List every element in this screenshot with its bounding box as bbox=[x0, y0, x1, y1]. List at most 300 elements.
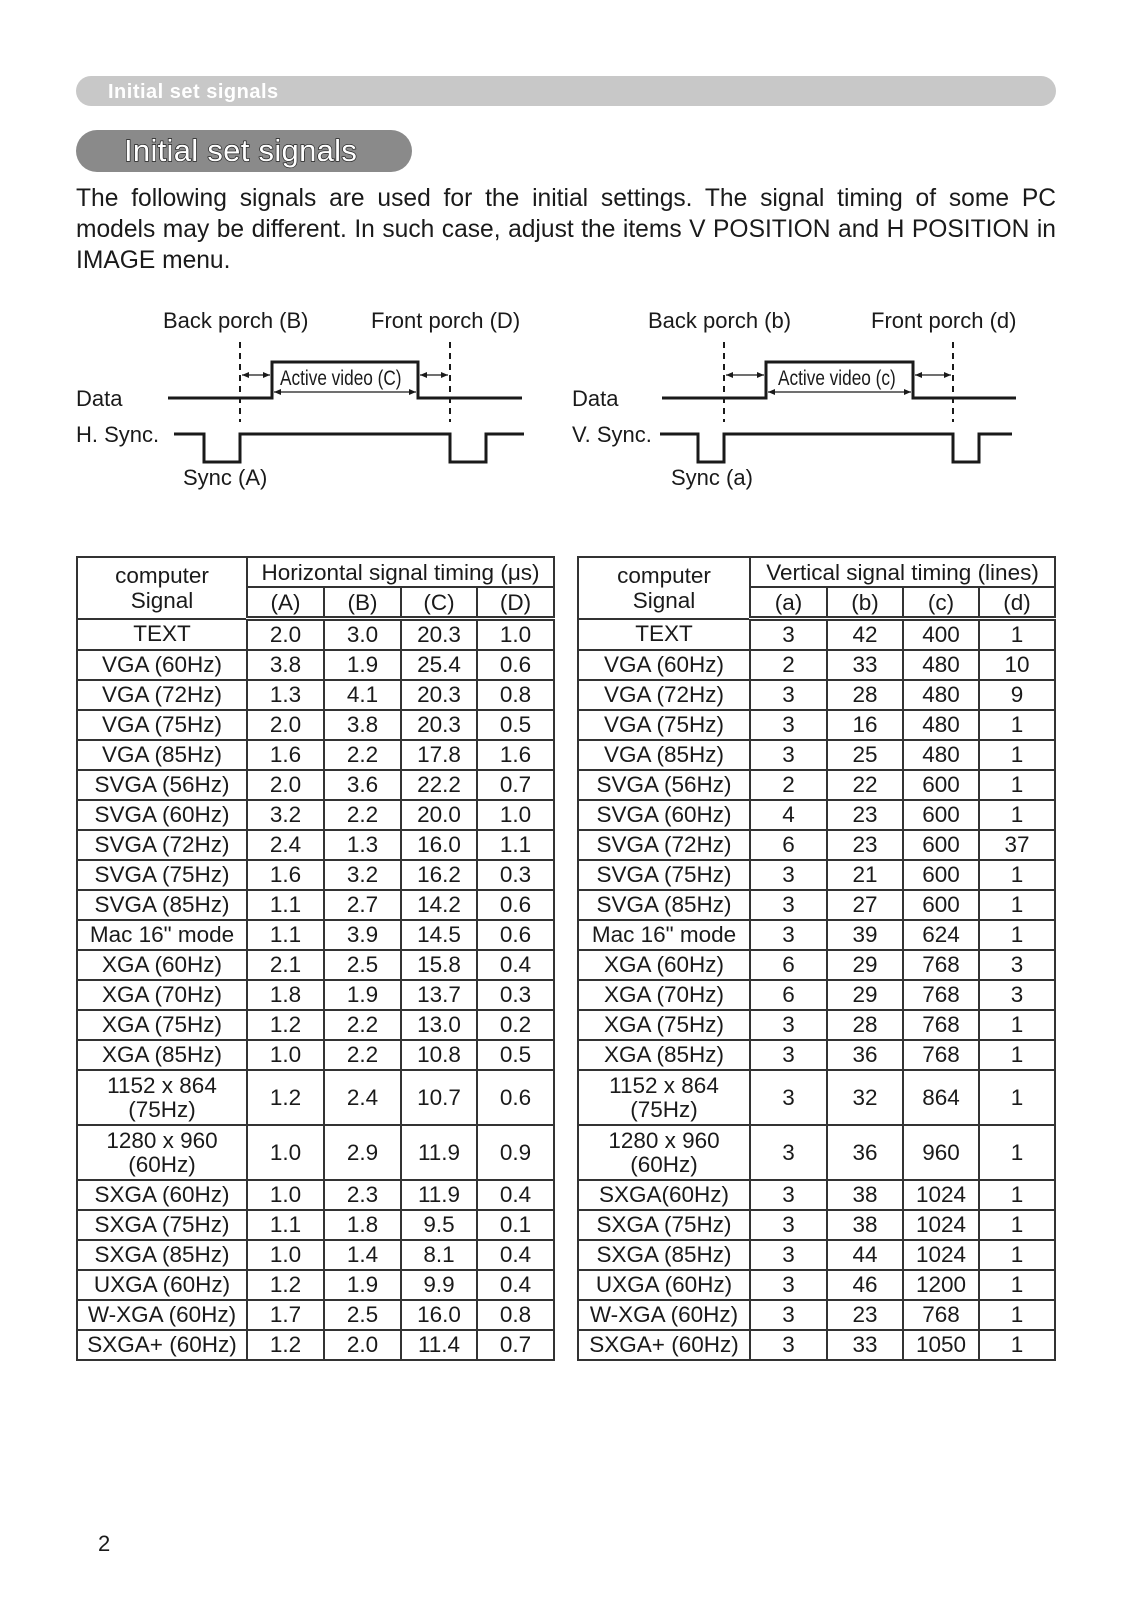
signal-name-cell: 1280 x 960 (60Hz) bbox=[578, 1125, 750, 1180]
table-row bbox=[77, 830, 554, 860]
timing-value-cell: 29 bbox=[827, 950, 903, 980]
signal-name-cell: XGA (85Hz) bbox=[578, 1040, 750, 1070]
timing-value-cell: 25.4 bbox=[401, 650, 477, 680]
timing-value-cell: 4 bbox=[750, 800, 827, 830]
table-row bbox=[77, 1270, 554, 1300]
active-video-label: Active video (C) bbox=[280, 367, 402, 390]
table-row bbox=[77, 650, 554, 680]
timing-value-cell: 1.0 bbox=[247, 1040, 324, 1070]
timing-value-cell: 768 bbox=[903, 1010, 979, 1040]
data-line-label: Data bbox=[572, 386, 619, 411]
data-line-label: Data bbox=[76, 386, 123, 411]
intro-paragraph: The following signals are used for the initial settings. The signal timing of some PC models may be different. In such case, adjust the items V POSITION and H POSITION in IMAGE menu. bbox=[76, 185, 1056, 274]
timing-value-cell: 1.0 bbox=[247, 1240, 324, 1270]
timing-value-cell: 44 bbox=[827, 1240, 903, 1270]
signal-name-cell: SXGA+ (60Hz) bbox=[578, 1330, 750, 1360]
signal-name-cell: UXGA (60Hz) bbox=[77, 1270, 247, 1300]
timing-value-cell: 1 bbox=[979, 800, 1055, 830]
signal-name-cell: 1280 x 960 (60Hz) bbox=[77, 1125, 247, 1180]
table-row bbox=[578, 950, 1055, 980]
table-row bbox=[77, 1240, 554, 1270]
signal-name-cell: SXGA (75Hz) bbox=[77, 1210, 247, 1240]
signal-name-cell: VGA (75Hz) bbox=[578, 710, 750, 740]
timing-value-cell: 0.9 bbox=[477, 1125, 554, 1180]
table-row bbox=[578, 619, 1055, 651]
timing-value-cell: 768 bbox=[903, 1040, 979, 1070]
column-header: (d) bbox=[979, 587, 1055, 619]
timing-value-cell: 1 bbox=[979, 1180, 1055, 1210]
timing-value-cell: 3 bbox=[750, 890, 827, 920]
column-header: (c) bbox=[903, 587, 979, 619]
signal-name-cell: SVGA (56Hz) bbox=[578, 770, 750, 800]
sync-width-label: Sync (a) bbox=[671, 465, 753, 490]
timing-value-cell: 1.3 bbox=[247, 680, 324, 710]
signal-name-cell: SVGA (85Hz) bbox=[77, 890, 247, 920]
timing-value-cell: 0.6 bbox=[477, 920, 554, 950]
timing-value-cell: 1 bbox=[979, 1125, 1055, 1180]
signal-name-cell: VGA (60Hz) bbox=[77, 650, 247, 680]
timing-value-cell: 0.3 bbox=[477, 860, 554, 890]
timing-value-cell: 23 bbox=[827, 800, 903, 830]
signal-column-header: computer Signal bbox=[578, 557, 750, 619]
timing-value-cell: 1 bbox=[979, 1010, 1055, 1040]
timing-value-cell: 0.6 bbox=[477, 650, 554, 680]
timing-value-cell: 22 bbox=[827, 770, 903, 800]
table-row bbox=[578, 1180, 1055, 1210]
signal-name-cell: VGA (85Hz) bbox=[578, 740, 750, 770]
timing-value-cell: 1024 bbox=[903, 1210, 979, 1240]
table-row bbox=[578, 1270, 1055, 1300]
table-row bbox=[77, 920, 554, 950]
timing-value-cell: 14.5 bbox=[401, 920, 477, 950]
timing-value-cell: 38 bbox=[827, 1210, 903, 1240]
timing-value-cell: 1.1 bbox=[247, 890, 324, 920]
timing-value-cell: 3 bbox=[750, 1010, 827, 1040]
timing-value-cell: 11.9 bbox=[401, 1180, 477, 1210]
table-row bbox=[77, 860, 554, 890]
signal-name-cell: SVGA (75Hz) bbox=[77, 860, 247, 890]
table-row bbox=[578, 710, 1055, 740]
timing-value-cell: 1.2 bbox=[247, 1010, 324, 1040]
timing-value-cell: 4.1 bbox=[324, 680, 401, 710]
timing-group-header: Vertical signal timing (lines) bbox=[750, 557, 1055, 587]
table-row bbox=[77, 800, 554, 830]
timing-value-cell: 3.2 bbox=[247, 800, 324, 830]
timing-value-cell: 2.9 bbox=[324, 1125, 401, 1180]
timing-value-cell: 32 bbox=[827, 1070, 903, 1125]
timing-value-cell: 1.2 bbox=[247, 1330, 324, 1360]
timing-value-cell: 1024 bbox=[903, 1180, 979, 1210]
signal-name-cell: Mac 16" mode bbox=[77, 920, 247, 950]
timing-value-cell: 0.3 bbox=[477, 980, 554, 1010]
timing-value-cell: 1.0 bbox=[477, 800, 554, 830]
timing-value-cell: 1.8 bbox=[247, 980, 324, 1010]
timing-value-cell: 1 bbox=[979, 890, 1055, 920]
timing-value-cell: 21 bbox=[827, 860, 903, 890]
table-row bbox=[77, 1070, 554, 1125]
timing-value-cell: 14.2 bbox=[401, 890, 477, 920]
table-row bbox=[578, 1330, 1055, 1360]
timing-value-cell: 600 bbox=[903, 890, 979, 920]
signal-name-cell: SVGA (85Hz) bbox=[578, 890, 750, 920]
table-row bbox=[578, 1010, 1055, 1040]
timing-value-cell: 3 bbox=[750, 860, 827, 890]
signal-name-cell: XGA (70Hz) bbox=[77, 980, 247, 1010]
timing-value-cell: 2.2 bbox=[324, 1010, 401, 1040]
signal-name-cell: VGA (72Hz) bbox=[77, 680, 247, 710]
signal-name-cell: SXGA (60Hz) bbox=[77, 1180, 247, 1210]
timing-value-cell: 1.9 bbox=[324, 980, 401, 1010]
timing-value-cell: 2.0 bbox=[247, 710, 324, 740]
column-header: (A) bbox=[247, 587, 324, 619]
timing-value-cell: 1 bbox=[979, 1070, 1055, 1125]
timing-value-cell: 28 bbox=[827, 680, 903, 710]
timing-value-cell: 480 bbox=[903, 650, 979, 680]
timing-value-cell: 36 bbox=[827, 1125, 903, 1180]
section-header-band bbox=[76, 76, 1056, 106]
timing-value-cell: 6 bbox=[750, 830, 827, 860]
signal-name-cell: UXGA (60Hz) bbox=[578, 1270, 750, 1300]
sync-line-label: H. Sync. bbox=[76, 422, 160, 447]
timing-value-cell: 1.1 bbox=[247, 1210, 324, 1240]
timing-value-cell: 1.6 bbox=[247, 740, 324, 770]
table-row bbox=[578, 830, 1055, 860]
table-row bbox=[578, 680, 1055, 710]
signal-column-header: computer Signal bbox=[77, 557, 247, 619]
signal-name-cell: W-XGA (60Hz) bbox=[578, 1300, 750, 1330]
timing-value-cell: 768 bbox=[903, 1300, 979, 1330]
table-row bbox=[578, 980, 1055, 1010]
timing-value-cell: 1.2 bbox=[247, 1070, 324, 1125]
timing-value-cell: 960 bbox=[903, 1125, 979, 1180]
signal-name-cell: VGA (85Hz) bbox=[77, 740, 247, 770]
timing-value-cell: 11.9 bbox=[401, 1125, 477, 1180]
timing-value-cell: 2.2 bbox=[324, 1040, 401, 1070]
timing-value-cell: 3 bbox=[750, 920, 827, 950]
timing-value-cell: 0.4 bbox=[477, 1270, 554, 1300]
table-row bbox=[77, 890, 554, 920]
table-row bbox=[578, 1240, 1055, 1270]
vertical-timing-diagram bbox=[572, 300, 1062, 520]
signal-name-cell: TEXT bbox=[77, 619, 247, 651]
timing-value-cell: 3 bbox=[750, 1330, 827, 1360]
timing-value-cell: 3 bbox=[750, 1300, 827, 1330]
table-row bbox=[578, 770, 1055, 800]
timing-value-cell: 400 bbox=[903, 619, 979, 651]
signal-name-cell: Mac 16" mode bbox=[578, 920, 750, 950]
timing-value-cell: 768 bbox=[903, 980, 979, 1010]
timing-value-cell: 1 bbox=[979, 920, 1055, 950]
timing-value-cell: 1.6 bbox=[477, 740, 554, 770]
timing-value-cell: 1 bbox=[979, 860, 1055, 890]
timing-value-cell: 3 bbox=[750, 1125, 827, 1180]
timing-value-cell: 3.9 bbox=[324, 920, 401, 950]
timing-value-cell: 10.7 bbox=[401, 1070, 477, 1125]
timing-value-cell: 2.7 bbox=[324, 890, 401, 920]
back-porch-label: Back porch (b) bbox=[648, 308, 792, 333]
signal-name-cell: SVGA (60Hz) bbox=[578, 800, 750, 830]
timing-value-cell: 16.0 bbox=[401, 830, 477, 860]
timing-value-cell: 3 bbox=[979, 950, 1055, 980]
timing-value-cell: 1.1 bbox=[477, 830, 554, 860]
timing-value-cell: 22.2 bbox=[401, 770, 477, 800]
timing-value-cell: 0.5 bbox=[477, 710, 554, 740]
timing-value-cell: 0.4 bbox=[477, 950, 554, 980]
timing-value-cell: 1.9 bbox=[324, 1270, 401, 1300]
timing-value-cell: 33 bbox=[827, 1330, 903, 1360]
signal-name-cell: XGA (85Hz) bbox=[77, 1040, 247, 1070]
timing-value-cell: 480 bbox=[903, 740, 979, 770]
signal-name-cell: W-XGA (60Hz) bbox=[77, 1300, 247, 1330]
signal-name-cell: XGA (75Hz) bbox=[77, 1010, 247, 1040]
timing-value-cell: 624 bbox=[903, 920, 979, 950]
timing-value-cell: 1.3 bbox=[324, 830, 401, 860]
timing-value-cell: 2.3 bbox=[324, 1180, 401, 1210]
timing-value-cell: 20.3 bbox=[401, 710, 477, 740]
table-row bbox=[578, 1210, 1055, 1240]
signal-name-cell: 1152 x 864 (75Hz) bbox=[77, 1070, 247, 1125]
timing-value-cell: 13.0 bbox=[401, 1010, 477, 1040]
timing-value-cell: 480 bbox=[903, 680, 979, 710]
section-title-pill bbox=[76, 130, 412, 172]
timing-value-cell: 38 bbox=[827, 1180, 903, 1210]
timing-value-cell: 2.5 bbox=[324, 1300, 401, 1330]
timing-value-cell: 1.6 bbox=[247, 860, 324, 890]
table-row bbox=[77, 1010, 554, 1040]
table-row bbox=[77, 1180, 554, 1210]
timing-value-cell: 37 bbox=[979, 830, 1055, 860]
timing-value-cell: 2.0 bbox=[247, 619, 324, 651]
timing-value-cell: 2.0 bbox=[324, 1330, 401, 1360]
timing-value-cell: 3.8 bbox=[324, 710, 401, 740]
timing-value-cell: 3 bbox=[750, 619, 827, 651]
timing-value-cell: 29 bbox=[827, 980, 903, 1010]
timing-value-cell: 1 bbox=[979, 1210, 1055, 1240]
signal-name-cell: TEXT bbox=[578, 619, 750, 651]
back-porch-label: Back porch (B) bbox=[163, 308, 309, 333]
timing-value-cell: 600 bbox=[903, 800, 979, 830]
table-row bbox=[578, 920, 1055, 950]
timing-value-cell: 20.3 bbox=[401, 619, 477, 651]
front-porch-label: Front porch (D) bbox=[371, 308, 521, 333]
timing-value-cell: 600 bbox=[903, 830, 979, 860]
timing-value-cell: 1.9 bbox=[324, 650, 401, 680]
timing-value-cell: 2.5 bbox=[324, 950, 401, 980]
timing-value-cell: 20.3 bbox=[401, 680, 477, 710]
timing-value-cell: 1024 bbox=[903, 1240, 979, 1270]
timing-value-cell: 3.8 bbox=[247, 650, 324, 680]
timing-value-cell: 2 bbox=[750, 650, 827, 680]
table-row bbox=[578, 860, 1055, 890]
signal-name-cell: 1152 x 864 (75Hz) bbox=[578, 1070, 750, 1125]
timing-value-cell: 23 bbox=[827, 830, 903, 860]
timing-value-cell: 2 bbox=[750, 770, 827, 800]
table-row bbox=[77, 770, 554, 800]
signal-name-cell: VGA (72Hz) bbox=[578, 680, 750, 710]
timing-value-cell: 9 bbox=[979, 680, 1055, 710]
table-row bbox=[77, 980, 554, 1010]
timing-value-cell: 3 bbox=[750, 680, 827, 710]
timing-value-cell: 3 bbox=[750, 1270, 827, 1300]
signal-name-cell: XGA (60Hz) bbox=[578, 950, 750, 980]
timing-value-cell: 10.8 bbox=[401, 1040, 477, 1070]
timing-value-cell: 15.8 bbox=[401, 950, 477, 980]
timing-value-cell: 2.2 bbox=[324, 800, 401, 830]
timing-value-cell: 3.2 bbox=[324, 860, 401, 890]
timing-value-cell: 0.8 bbox=[477, 680, 554, 710]
timing-value-cell: 3 bbox=[750, 1210, 827, 1240]
signal-name-cell: SXGA+ (60Hz) bbox=[77, 1330, 247, 1360]
timing-value-cell: 1.7 bbox=[247, 1300, 324, 1330]
timing-value-cell: 0.6 bbox=[477, 1070, 554, 1125]
timing-value-cell: 2.4 bbox=[324, 1070, 401, 1125]
table-row bbox=[77, 1210, 554, 1240]
timing-value-cell: 2.2 bbox=[324, 740, 401, 770]
timing-group-header: Horizontal signal timing (μs) bbox=[247, 557, 554, 587]
sync-width-label: Sync (A) bbox=[183, 465, 268, 490]
signal-name-cell: XGA (60Hz) bbox=[77, 950, 247, 980]
timing-value-cell: 3.6 bbox=[324, 770, 401, 800]
signal-name-cell: XGA (70Hz) bbox=[578, 980, 750, 1010]
timing-value-cell: 0.7 bbox=[477, 770, 554, 800]
timing-value-cell: 1 bbox=[979, 1300, 1055, 1330]
timing-value-cell: 1 bbox=[979, 1270, 1055, 1300]
signal-name-cell: SXGA (85Hz) bbox=[578, 1240, 750, 1270]
timing-value-cell: 16.0 bbox=[401, 1300, 477, 1330]
timing-value-cell: 1.2 bbox=[247, 1270, 324, 1300]
timing-value-cell: 0.5 bbox=[477, 1040, 554, 1070]
timing-value-cell: 1 bbox=[979, 710, 1055, 740]
timing-value-cell: 864 bbox=[903, 1070, 979, 1125]
timing-value-cell: 23 bbox=[827, 1300, 903, 1330]
timing-value-cell: 28 bbox=[827, 1010, 903, 1040]
timing-value-cell: 1.0 bbox=[247, 1180, 324, 1210]
page-number: 2 bbox=[98, 1531, 111, 1556]
timing-value-cell: 1 bbox=[979, 740, 1055, 770]
timing-value-cell: 9.9 bbox=[401, 1270, 477, 1300]
vertical-table-body bbox=[578, 619, 1055, 1361]
horizontal-timing-table bbox=[76, 556, 555, 1361]
signal-name-cell: SXGA (85Hz) bbox=[77, 1240, 247, 1270]
table-row bbox=[77, 1040, 554, 1070]
timing-value-cell: 2.0 bbox=[247, 770, 324, 800]
timing-value-cell: 3 bbox=[750, 1240, 827, 1270]
section-header-label: Initial set signals bbox=[108, 81, 279, 103]
table-row bbox=[578, 1070, 1055, 1125]
timing-value-cell: 0.7 bbox=[477, 1330, 554, 1360]
signal-name-cell: SVGA (72Hz) bbox=[77, 830, 247, 860]
timing-value-cell: 600 bbox=[903, 770, 979, 800]
timing-value-cell: 9.5 bbox=[401, 1210, 477, 1240]
active-video-label: Active video (c) bbox=[778, 367, 896, 390]
table-row bbox=[578, 740, 1055, 770]
signal-name-cell: SVGA (60Hz) bbox=[77, 800, 247, 830]
timing-value-cell: 3 bbox=[750, 740, 827, 770]
timing-value-cell: 16.2 bbox=[401, 860, 477, 890]
table-row bbox=[578, 800, 1055, 830]
table-row bbox=[578, 1040, 1055, 1070]
signal-name-cell: SXGA (75Hz) bbox=[578, 1210, 750, 1240]
table-row bbox=[77, 710, 554, 740]
timing-value-cell: 10 bbox=[979, 650, 1055, 680]
timing-value-cell: 1.0 bbox=[247, 1125, 324, 1180]
timing-value-cell: 1 bbox=[979, 1330, 1055, 1360]
timing-value-cell: 480 bbox=[903, 710, 979, 740]
timing-value-cell: 1.1 bbox=[247, 920, 324, 950]
timing-value-cell: 1050 bbox=[903, 1330, 979, 1360]
section-title: Initial set signals bbox=[124, 133, 358, 168]
table-row bbox=[578, 1300, 1055, 1330]
timing-value-cell: 1200 bbox=[903, 1270, 979, 1300]
timing-value-cell: 0.4 bbox=[477, 1240, 554, 1270]
horizontal-timing-diagram bbox=[76, 300, 566, 520]
table-row bbox=[578, 890, 1055, 920]
front-porch-label: Front porch (d) bbox=[871, 308, 1017, 333]
table-row bbox=[578, 650, 1055, 680]
signal-name-cell: XGA (75Hz) bbox=[578, 1010, 750, 1040]
table-row bbox=[77, 740, 554, 770]
timing-value-cell: 42 bbox=[827, 619, 903, 651]
signal-name-cell: SVGA (56Hz) bbox=[77, 770, 247, 800]
table-row bbox=[77, 1125, 554, 1180]
timing-value-cell: 2.4 bbox=[247, 830, 324, 860]
timing-value-cell: 600 bbox=[903, 860, 979, 890]
column-header: (D) bbox=[477, 587, 554, 619]
timing-value-cell: 6 bbox=[750, 980, 827, 1010]
timing-value-cell: 46 bbox=[827, 1270, 903, 1300]
timing-value-cell: 3 bbox=[750, 1040, 827, 1070]
timing-value-cell: 6 bbox=[750, 950, 827, 980]
sync-line-label: V. Sync. bbox=[572, 422, 652, 447]
column-header: (b) bbox=[827, 587, 903, 619]
timing-value-cell: 3 bbox=[979, 980, 1055, 1010]
table-row bbox=[77, 950, 554, 980]
timing-value-cell: 2.1 bbox=[247, 950, 324, 980]
timing-value-cell: 36 bbox=[827, 1040, 903, 1070]
table-row bbox=[77, 1300, 554, 1330]
timing-value-cell: 1.8 bbox=[324, 1210, 401, 1240]
table-row bbox=[77, 680, 554, 710]
timing-value-cell: 3 bbox=[750, 710, 827, 740]
column-header: (B) bbox=[324, 587, 401, 619]
timing-value-cell: 0.2 bbox=[477, 1010, 554, 1040]
horizontal-table-body bbox=[77, 619, 554, 1361]
timing-value-cell: 0.4 bbox=[477, 1180, 554, 1210]
timing-value-cell: 13.7 bbox=[401, 980, 477, 1010]
table-row bbox=[77, 1330, 554, 1360]
timing-value-cell: 1 bbox=[979, 619, 1055, 651]
timing-value-cell: 0.1 bbox=[477, 1210, 554, 1240]
signal-name-cell: VGA (75Hz) bbox=[77, 710, 247, 740]
signal-name-cell: SVGA (75Hz) bbox=[578, 860, 750, 890]
column-header: (C) bbox=[401, 587, 477, 619]
timing-value-cell: 17.8 bbox=[401, 740, 477, 770]
timing-value-cell: 27 bbox=[827, 890, 903, 920]
timing-value-cell: 3.0 bbox=[324, 619, 401, 651]
timing-value-cell: 1 bbox=[979, 770, 1055, 800]
timing-value-cell: 3 bbox=[750, 1070, 827, 1125]
timing-value-cell: 1 bbox=[979, 1240, 1055, 1270]
timing-value-cell: 0.8 bbox=[477, 1300, 554, 1330]
timing-value-cell: 0.6 bbox=[477, 890, 554, 920]
timing-value-cell: 1.0 bbox=[477, 619, 554, 651]
timing-value-cell: 20.0 bbox=[401, 800, 477, 830]
timing-value-cell: 1.4 bbox=[324, 1240, 401, 1270]
timing-value-cell: 11.4 bbox=[401, 1330, 477, 1360]
timing-value-cell: 16 bbox=[827, 710, 903, 740]
signal-name-cell: SXGA(60Hz) bbox=[578, 1180, 750, 1210]
column-header: (a) bbox=[750, 587, 827, 619]
